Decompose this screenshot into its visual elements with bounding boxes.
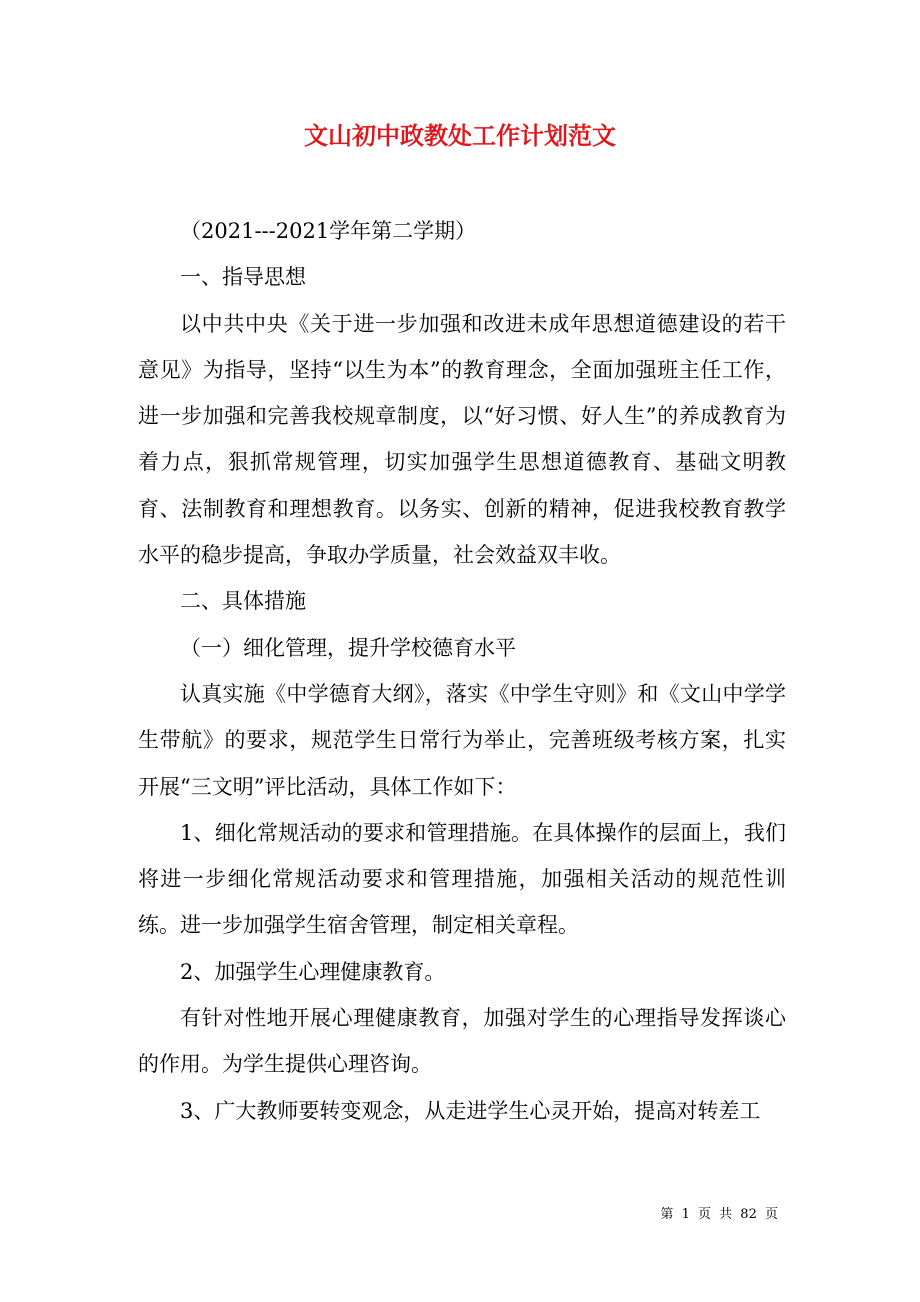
subsection-heading-refined-management: （一）细化管理，提升学校德育水平 xyxy=(180,635,516,660)
footer-current-page: 1 xyxy=(681,1207,690,1222)
footer-label-total: 共 xyxy=(719,1207,733,1222)
paragraph-item-1: 1、细化常规活动的要求和管理措施。在具体操作的层面上，我们将进一步细化常规活动要求和管理措施，加强相关活动的规范性训练。进一步加强学生宿舍管理，制定相关章程。 xyxy=(138,820,786,938)
section-heading-guiding-ideology: 一、指导思想 xyxy=(180,265,306,290)
semester-line: （2021---2021学年第二学期） xyxy=(180,219,477,243)
document-title: 文山初中政教处工作计划范文 xyxy=(304,121,616,150)
footer-label-page: 第 xyxy=(660,1207,674,1222)
paragraph-guiding-ideology: 以中共中央《关于进一步加强和改进未成年思想道德建设的若干意见》为指导，坚持“以生为本”的教育理念，全面加强班主任工作，进一步加强和完善我校规章制度，以“好习惯、好人生”的养成教育为着力点，狠抓常规管理，切实加强学生思想道德教育、基础文明教育、法制教育和理想教育。以务实、创新的精神，促进我校教育教学水平的稳步提高，争取办学质量，社会效益双丰收。 xyxy=(138,311,786,568)
paragraph-implementation: 认真实施《中学德育大纲》，落实《中学生守则》和《文山中学学生带航》的要求，规范学生日常行为举止，完善班级考核方案，扎实开展“三文明”评比活动，具体工作如下： xyxy=(138,681,786,799)
paragraph-item-2: 2、加强学生心理健康教育。 xyxy=(180,959,446,984)
paragraph-item-3: 3、广大教师要转变观念，从走进学生心灵开始，提高对转差工 xyxy=(180,1098,761,1123)
section-heading-measures: 二、具体措施 xyxy=(180,589,306,614)
page-footer xyxy=(658,1206,780,1224)
footer-label-end: 页 xyxy=(764,1207,778,1222)
footer-label-sep: 页 xyxy=(697,1207,711,1222)
paragraph-mental-health: 有针对性地开展心理健康教育，加强对学生的心理指导发挥谈心的作用。为学生提供心理咨询。 xyxy=(138,1006,786,1077)
footer-total-pages: 82 xyxy=(740,1207,757,1222)
document-body xyxy=(138,208,786,1134)
